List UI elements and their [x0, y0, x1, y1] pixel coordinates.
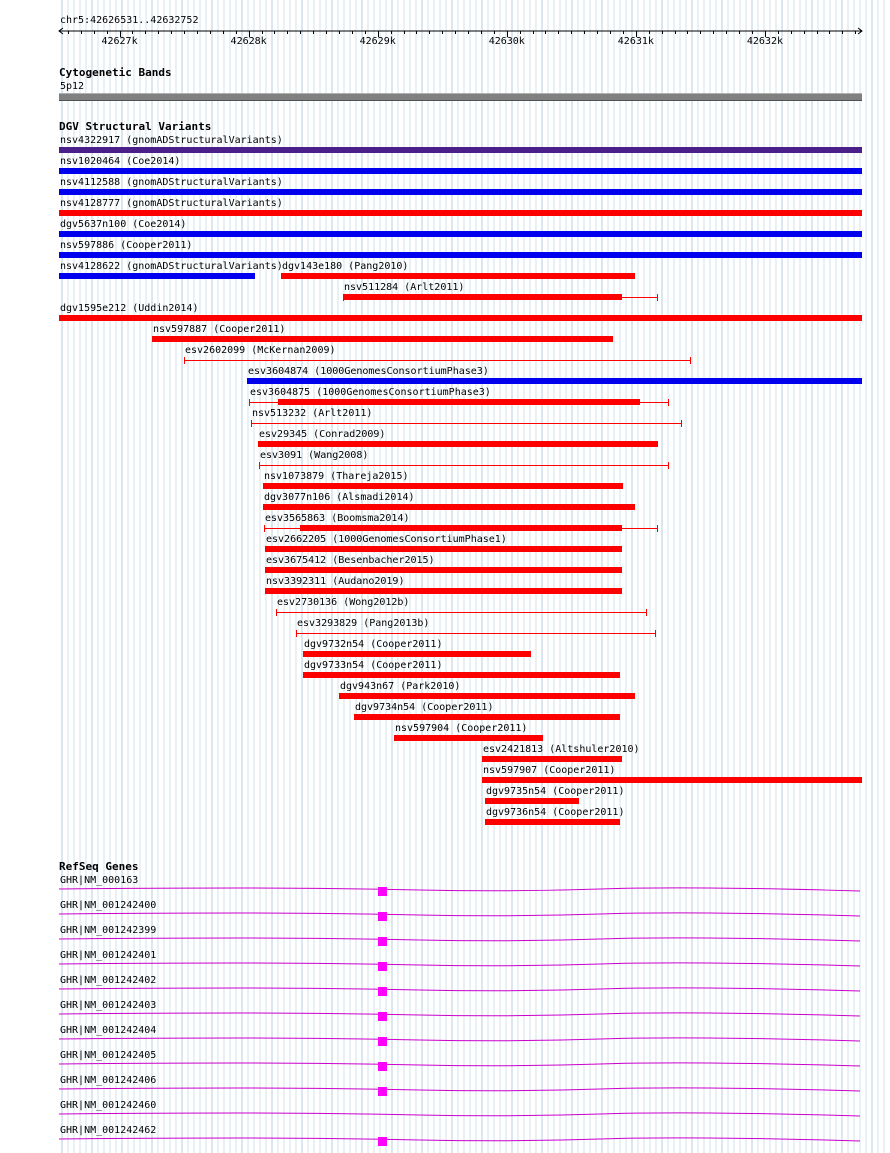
cytoband-name: 5p12 [60, 81, 85, 92]
gene-label[interactable]: GHR|NM_001242402 [60, 975, 157, 986]
gene-intron-line[interactable] [0, 1110, 890, 1118]
dgv-feature-label[interactable]: dgv9734n54 (Cooper2011) [355, 702, 494, 713]
locus-label: chr5:42626531..42632752 [60, 15, 199, 26]
dgv-feature-label[interactable]: nsv1020464 (Coe2014) [60, 156, 181, 167]
dgv-feature-label[interactable]: dgv9736n54 (Cooper2011) [486, 807, 625, 818]
dgv-feature-label[interactable]: nsv597904 (Cooper2011) [395, 723, 528, 734]
gene-intron-line[interactable] [0, 1035, 890, 1043]
dgv-feature-label[interactable]: esv3091 (Wang2008) [260, 450, 369, 461]
ruler-tick-label: 42627k [101, 36, 138, 47]
dgv-title: DGV Structural Variants [59, 120, 212, 133]
dgv-feature-label[interactable]: dgv9732n54 (Cooper2011) [304, 639, 443, 650]
gene-intron-path [59, 1038, 860, 1041]
dgv-feature-label[interactable]: nsv4322917 (gnomADStructuralVariants) [60, 135, 283, 146]
dgv-feature-label[interactable]: dgv9735n54 (Cooper2011) [486, 786, 625, 797]
gene-exon-box[interactable] [378, 1062, 387, 1071]
gene-label[interactable]: GHR|NM_001242401 [60, 950, 157, 961]
dgv-feature-label[interactable]: dgv5637n100 (Coe2014) [60, 219, 187, 230]
gene-intron-line[interactable] [0, 1135, 890, 1143]
dgv-feature-label[interactable]: dgv943n67 (Park2010) [340, 681, 461, 692]
dgv-feature-label[interactable]: dgv143e180 (Pang2010) [282, 261, 409, 272]
gene-intron-line[interactable] [0, 1010, 890, 1018]
gene-label[interactable]: GHR|NM_001242399 [60, 925, 157, 936]
dgv-feature-label[interactable]: nsv1073879 (Thareja2015) [264, 471, 409, 482]
gene-intron-line[interactable] [0, 960, 890, 968]
dgv-feature-label[interactable]: esv3565863 (Boomsma2014) [265, 513, 410, 524]
gene-label[interactable]: GHR|NM_001242462 [60, 1125, 157, 1136]
gene-intron-path [59, 1063, 860, 1066]
dgv-feature-label[interactable]: dgv1595e212 (Uddin2014) [60, 303, 199, 314]
dgv-feature-label[interactable]: esv3604874 (1000GenomesConsortiumPhase3) [248, 366, 489, 377]
dgv-feature-label[interactable]: nsv597886 (Cooper2011) [60, 240, 193, 251]
refseq-title: RefSeq Genes [59, 860, 139, 873]
dgv-feature-label[interactable]: esv3604875 (1000GenomesConsortiumPhase3) [250, 387, 491, 398]
dgv-feature-label[interactable]: nsv4128622 (gnomADStructuralVariants) [60, 261, 283, 272]
dgv-feature-label[interactable]: esv2662205 (1000GenomesConsortiumPhase1) [266, 534, 507, 545]
ruler-tick-label: 42630k [488, 36, 525, 47]
gene-exon-box[interactable] [378, 937, 387, 946]
dgv-feature-label[interactable]: nsv4112588 (gnomADStructuralVariants) [60, 177, 283, 188]
ruler-tick-label: 42629k [359, 36, 396, 47]
ruler-tick-label: 42628k [230, 36, 267, 47]
gene-exon-box[interactable] [378, 1087, 387, 1096]
gene-intron-path [59, 888, 860, 891]
gene-intron-line[interactable] [0, 910, 890, 918]
dgv-feature-label[interactable]: esv2602099 (McKernan2009) [185, 345, 336, 356]
gene-exon-box[interactable] [378, 987, 387, 996]
dgv-feature-label[interactable]: nsv597907 (Cooper2011) [483, 765, 616, 776]
gene-intron-path [59, 963, 860, 966]
dgv-feature-label[interactable]: dgv3077n106 (Alsmadi2014) [264, 492, 415, 503]
gene-intron-path [59, 913, 860, 916]
gene-intron-path [59, 938, 860, 941]
gene-intron-path [59, 1113, 860, 1116]
dgv-feature-label[interactable]: nsv511284 (Arlt2011) [344, 282, 465, 293]
gene-label[interactable]: GHR|NM_001242406 [60, 1075, 157, 1086]
gene-intron-path [59, 1013, 860, 1016]
gene-exon-box[interactable] [378, 962, 387, 971]
dgv-feature-label[interactable]: nsv597887 (Cooper2011) [153, 324, 286, 335]
ruler-tick-label: 42632k [746, 36, 783, 47]
gene-label[interactable]: GHR|NM_001242403 [60, 1000, 157, 1011]
dgv-feature-label[interactable]: esv2730136 (Wong2012b) [277, 597, 410, 608]
dgv-feature-label[interactable]: esv2421813 (Altshuler2010) [483, 744, 640, 755]
gene-label[interactable]: GHR|NM_000163 [60, 875, 139, 886]
dgv-feature-label[interactable]: nsv513232 (Arlt2011) [252, 408, 373, 419]
cytobands-title: Cytogenetic Bands [59, 66, 172, 79]
gene-label[interactable]: GHR|NM_001242404 [60, 1025, 157, 1036]
dgv-feature-label[interactable]: nsv3392311 (Audano2019) [266, 576, 405, 587]
dgv-feature-label[interactable]: dgv9733n54 (Cooper2011) [304, 660, 443, 671]
gene-intron-line[interactable] [0, 935, 890, 943]
gene-exon-box[interactable] [378, 1037, 387, 1046]
gene-intron-line[interactable] [0, 1085, 890, 1093]
ruler-tick-label: 42631k [617, 36, 654, 47]
dgv-feature-label[interactable]: esv3675412 (Besenbacher2015) [266, 555, 435, 566]
gene-exon-box[interactable] [378, 887, 387, 896]
gene-intron-path [59, 988, 860, 991]
gene-exon-box[interactable] [378, 1012, 387, 1021]
gene-label[interactable]: GHR|NM_001242460 [60, 1100, 157, 1111]
gene-intron-line[interactable] [0, 885, 890, 893]
gene-label[interactable]: GHR|NM_001242405 [60, 1050, 157, 1061]
dgv-feature-label[interactable]: esv3293829 (Pang2013b) [297, 618, 430, 629]
dgv-feature-label[interactable]: esv29345 (Conrad2009) [259, 429, 386, 440]
gene-label[interactable]: GHR|NM_001242400 [60, 900, 157, 911]
gene-intron-line[interactable] [0, 985, 890, 993]
gene-intron-line[interactable] [0, 1060, 890, 1068]
gene-exon-box[interactable] [378, 1137, 387, 1146]
gene-intron-path [59, 1088, 860, 1091]
gene-intron-path [59, 1138, 860, 1141]
gene-exon-box[interactable] [378, 912, 387, 921]
dgv-feature-label[interactable]: nsv4128777 (gnomADStructuralVariants) [60, 198, 283, 209]
